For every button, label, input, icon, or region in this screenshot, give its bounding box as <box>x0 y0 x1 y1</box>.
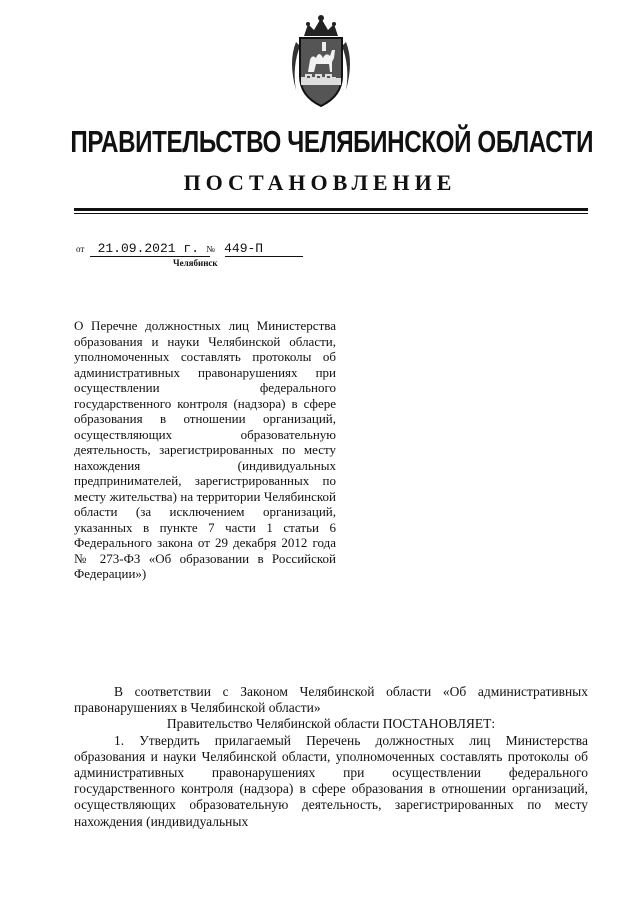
document-type: ПОСТАНОВЛЕНИЕ <box>183 170 457 195</box>
header-divider-thin <box>74 213 588 214</box>
document-body <box>74 684 588 830</box>
preamble-paragraph: В соответствии с Законом Челябинской области «Об административных правонарушениях в Челябинской области» <box>74 684 588 716</box>
header-divider-thick <box>74 208 588 211</box>
document-subject: О Перечне должностных лиц Министерства образования и науки Челябинской области, уполномоченных составлять протоколы об административных правонарушениях при осуществлении федерального государственного контроля (надзора) в сфере образования в отношении организаций, осуществляющих образовательную деятельность, зарегистрированных по месту нахождения (индивидуальных предпринимателей, зарегистрированных по месту жительства) на территории Челябинской области (за исключением организаций, указанных в пункте 7 части 1 статьи 6 Федерального закона от 29 декабря 2012 года № 273-ФЗ «Об образовании в Российской Федерации») <box>74 318 336 581</box>
document-number: 449-П <box>224 241 264 256</box>
item-1-paragraph: 1. Утвердить прилагаемый Перечень должностных лиц Министерства образования и науки Челябинской области, уполномоченных составлять протоколы об административных правонарушениях при осуществлении федерального государственного контроля (надзора) в сфере образования в отношении организаций, осуществляющих образовательную деятельность, зарегистрированных по месту нахождения (индивидуальных <box>74 732 588 829</box>
city-label: Челябинск <box>173 258 218 268</box>
date-underline <box>90 256 210 257</box>
resolves-paragraph: Правительство Челябинской области ПОСТАНОВЛЯЕТ: <box>166 716 496 732</box>
number-label: № <box>206 244 215 254</box>
number-underline <box>225 256 303 257</box>
date-number-line <box>76 240 263 256</box>
government-title: ПРАВИТЕЛЬСТВО ЧЕЛЯБИНСКОЙ ОБЛАСТИ <box>70 124 594 159</box>
document-date: 21.09.2021 г. <box>97 241 199 256</box>
coat-of-arms-icon <box>286 12 356 112</box>
from-label: от <box>76 244 85 254</box>
